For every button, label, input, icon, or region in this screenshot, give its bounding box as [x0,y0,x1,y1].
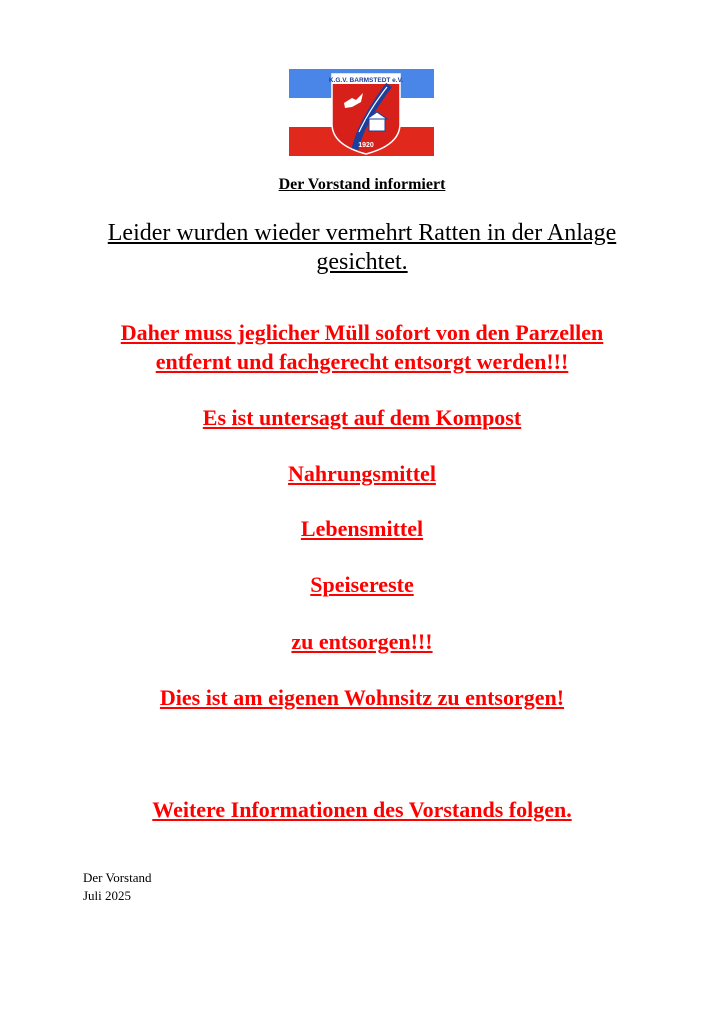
home-disposal-text: Dies ist am eigenen Wohnsitz zu entsorgen! [159,685,565,710]
notice-headline [62,219,662,277]
notice-kicker: Der Vorstand informiert [278,176,446,193]
logo-banner-text: K.G.V. BARMSTEDT e.V. [328,77,404,84]
signature-date: Juli 2025 [83,888,132,903]
compost-prohibition: Es ist untersagt auf dem Kompost [202,405,522,430]
headline-line-2: gesichtet. [316,249,408,275]
club-logo [289,69,434,156]
signature-name: Der Vorstand [83,870,152,885]
headline-line-1: Leider wurden wieder vermehrt Ratten in der Anlage [107,220,617,246]
item-nahrungsmittel: Nahrungsmittel [288,461,436,486]
dispose-text: zu entsorgen!!! [291,629,433,654]
item-speisereste: Speisereste [310,572,414,597]
waste-removal-line-1: Daher muss jeglicher Müll sofort von den Parzellen [120,320,604,345]
waste-removal-instruction [0,318,724,376]
item-lebensmittel: Lebensmittel [300,516,424,541]
more-info-text: Weitere Informationen des Vorstands folgen. [152,797,572,822]
signature [83,869,152,905]
waste-removal-line-2: entfernt und fachgerecht entsorgt werden!!! [155,349,569,374]
logo-year: 1920 [358,142,374,149]
